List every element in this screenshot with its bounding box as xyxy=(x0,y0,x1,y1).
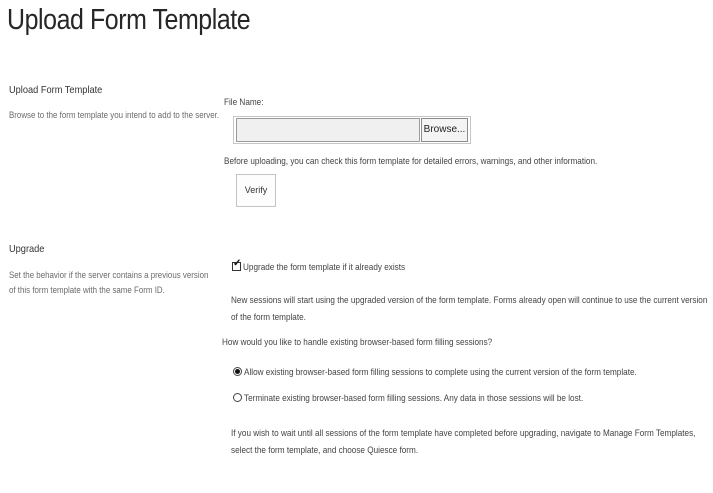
verify-hint: Before uploading, you can check this form template for detailed errors, warnings, and other information. xyxy=(224,156,598,167)
upgrade-checkbox-label[interactable]: Upgrade the form template if it already exists xyxy=(243,262,406,273)
checkmark-icon: ✓ xyxy=(233,258,242,269)
allow-sessions-label[interactable]: Allow existing browser-based form filling sessions to complete using the current version of the form template. xyxy=(244,367,637,378)
upgrade-section-description: Set the behavior if the server contains a previous version of this form template with the same Form ID. xyxy=(9,270,209,295)
radio-selected-dot xyxy=(235,369,240,374)
browse-button[interactable]: Browse... xyxy=(421,118,468,142)
upload-section-description: Browse to the form template you intend to add to the server. xyxy=(9,110,220,120)
upgrade-section-title: Upgrade xyxy=(9,243,45,255)
verify-button[interactable]: Verify xyxy=(236,174,276,207)
file-name-input[interactable] xyxy=(236,118,420,142)
handle-question: How would you like to handle existing browser-based form filling sessions? xyxy=(222,337,493,348)
terminate-sessions-label[interactable]: Terminate existing browser-based form filling sessions. Any data in those sessions will be lost. xyxy=(244,393,584,404)
terminate-sessions-radio[interactable] xyxy=(233,393,242,402)
sessions-note: New sessions will start using the upgraded version of the form template. Forms already open will continue to use the current version of the form template. xyxy=(231,295,708,323)
quiesce-note: If you wish to wait until all sessions of the form template have completed before upgrading, navigate to Manage Form Templates, select the form template, and choose Quiesce form. xyxy=(231,428,696,456)
file-name-label: File Name: xyxy=(224,97,264,108)
page-title: Upload Form Template xyxy=(7,4,251,36)
allow-sessions-radio[interactable] xyxy=(233,367,242,376)
upload-section-title: Upload Form Template xyxy=(9,84,103,96)
